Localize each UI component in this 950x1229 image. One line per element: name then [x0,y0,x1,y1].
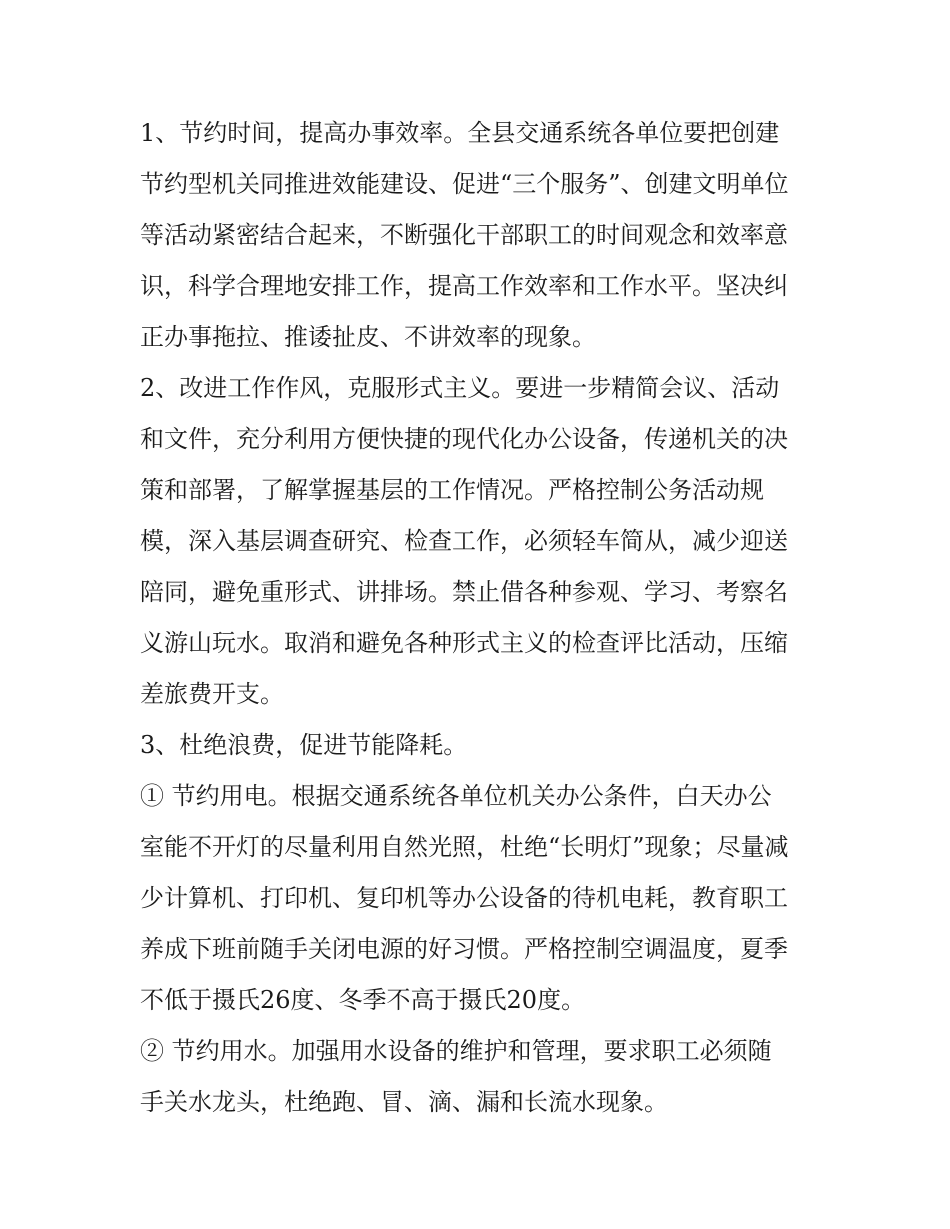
text-line: ① 节约用电。根据交通系统各单位机关办公条件，白天办公 [140,782,772,810]
text-line: 手关水龙头，杜绝跑、冒、滴、漏和长流水现象。 [140,1088,668,1116]
text-line: 正办事拖拉、推诿扯皮、不讲效率的现象。 [140,323,596,351]
paragraph-5 [140,1026,820,1128]
text-line: 陪同，避免重形式、讲排场。禁止借各种参观、学习、考察名 [140,578,788,606]
text-line: 3、杜绝浪费，促进节能降耗。 [140,731,468,759]
text-line: 义游山玩水。取消和避免各种形式主义的检查评比活动，压缩 [140,629,788,657]
text-line: 和文件，充分利用方便快捷的现代化办公设备，传递机关的决 [140,425,788,453]
paragraph-1 [140,108,820,363]
text-line: 策和部署，了解掌握基层的工作情况。严格控制公务活动规 [140,476,764,504]
text-line: 识，科学合理地安排工作，提高工作效率和工作水平。坚决纠 [140,272,788,300]
text-line: 节约型机关同推进效能建设、促进“三个服务”、创建文明单位 [140,170,789,198]
text-line: 室能不开灯的尽量利用自然光照，杜绝“长明灯”现象；尽量减 [140,833,789,861]
document-body [140,108,820,1128]
text-line: 不低于摄氏26度、冬季不高于摄氏20度。 [140,986,586,1014]
text-line: 2、改进工作作风，克服形式主义。要进一步精简会议、活动 [140,374,780,402]
text-line: 养成下班前随手关闭电源的好习惯。严格控制空调温度，夏季 [140,935,788,963]
text-line: 差旅费开支。 [140,680,284,708]
paragraph-3 [140,720,820,771]
text-line: 模，深入基层调查研究、检查工作，必须轻车简从，减少迎送 [140,527,788,555]
text-line: 1、节约时间，提高办事效率。全县交通系统各单位要把创建 [140,119,780,147]
text-line: 等活动紧密结合起来，不断强化干部职工的时间观念和效率意 [140,221,788,249]
text-line: ② 节约用水。加强用水设备的维护和管理，要求职工必须随 [140,1037,772,1065]
paragraph-2 [140,363,820,720]
text-line: 少计算机、打印机、复印机等办公设备的待机电耗，教育职工 [140,884,788,912]
paragraph-4 [140,771,820,1026]
